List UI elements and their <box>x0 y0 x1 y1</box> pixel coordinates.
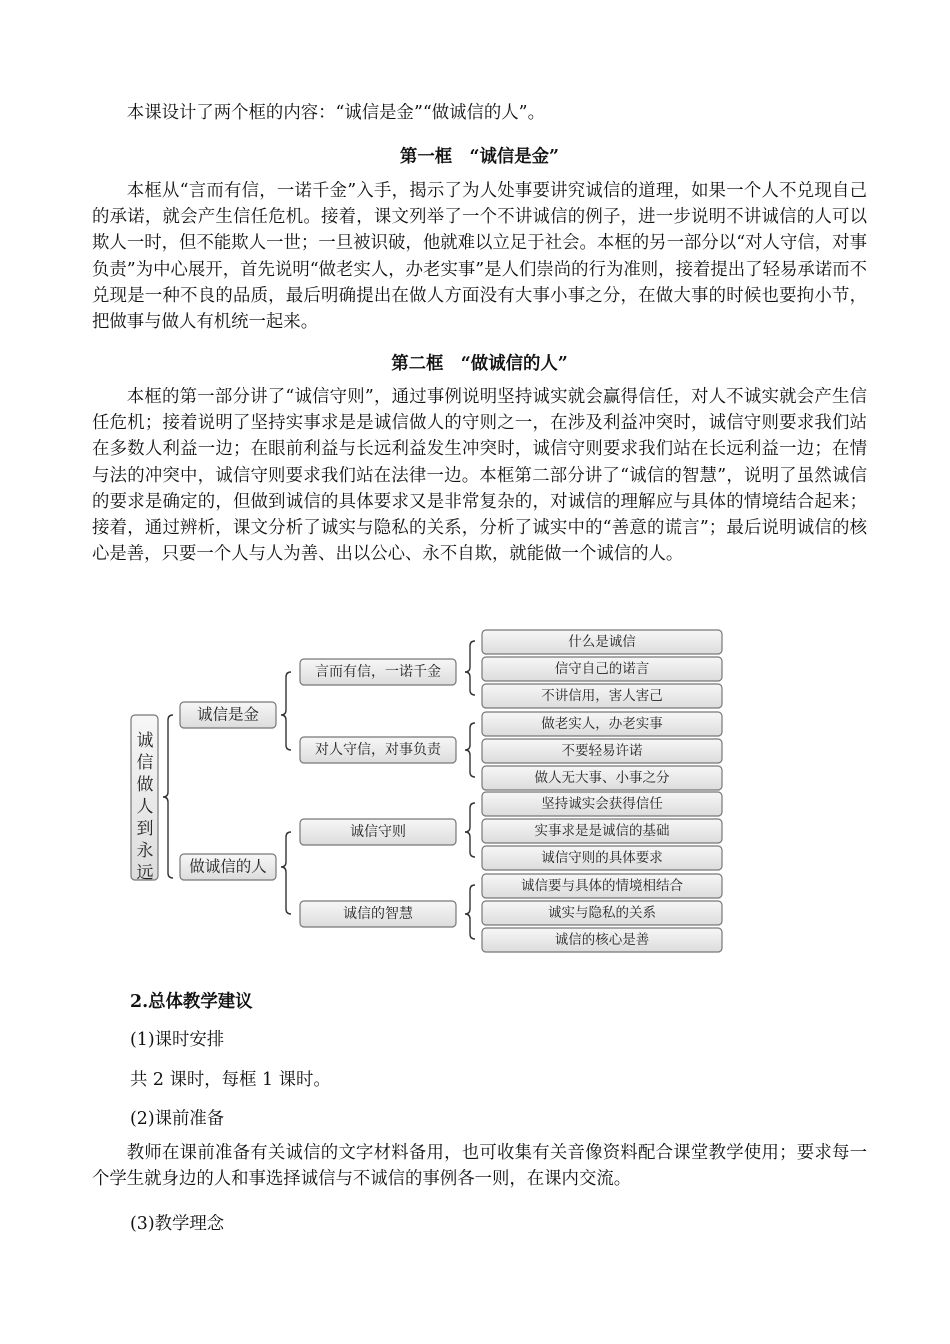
item2-title: (2)课前准备 <box>130 1109 225 1129</box>
branch-brace-1 <box>281 832 291 914</box>
item1-body: 共 2 课时，每框 1 课时。 <box>130 1070 331 1090</box>
leaf-label-1-1-1: 诚实与隐私的关系 <box>548 905 656 921</box>
item2-body: 教师在课前准备有关诚信的文字材料备用，也可收集有关音像资料配合课堂教学使用；要求每一个学生就身边的人和事选择诚信与不诚信的事例各一则，在课内交流。 <box>92 1143 867 1190</box>
item3-title: (3)教学理念 <box>130 1214 225 1234</box>
leaf-label-1-0-1: 实事求是是诚信的基础 <box>534 823 670 839</box>
leaf-label-1-0-2: 诚信守则的具体要求 <box>541 850 663 866</box>
child-label-1-0: 诚信守则 <box>350 824 406 840</box>
intro-paragraph: 本课设计了两个框的内容：“诚信是金”“做诚信的人”。 <box>126 103 545 123</box>
leaf-label-0-1-0: 做老实人，办老实事 <box>541 716 663 732</box>
leaf-label-0-0-0: 什么是诚信 <box>568 634 636 650</box>
leaf-label-1-1-2: 诚信的核心是善 <box>554 932 650 948</box>
leaf-label-0-0-1: 信守自己的诺言 <box>554 661 650 677</box>
leaf-label-0-1-2: 做人无大事、小事之分 <box>534 770 670 786</box>
leaf-label-1-1-0: 诚信要与具体的情境相结合 <box>521 878 683 894</box>
section1-body: 本框从“言而有信，一诺千金”入手，揭示了为人处事要讲究诚信的道理，如果一个人不兑现自己的承诺，就会产生信任危机。接着，课文列举了一个不讲诚信的例子，进一步说明不讲诚信的人可以欺人一时，但不能欺人一世；一旦被识破，他就难以立足于社会。本框的另一部分以“对人守信，对事负责”为中心展开，首先说明“做老实人，办老实事”是人们崇尚的行为准则，接着提出了轻易承诺而不兑现是一种不良的品质，最后明确提出在做人方面没有大事小事之分，在做大事的时候也要拘小节，把做事与做人有机统一起来。 <box>92 181 867 333</box>
leaf-label-0-0-2: 不讲信用，害人害己 <box>541 688 663 704</box>
leaf-label-0-1-1: 不要轻易许诺 <box>561 743 643 759</box>
section1-heading: 第一框 “诚信是金” <box>399 147 560 167</box>
child-brace-1-0 <box>465 803 475 857</box>
root-brace <box>163 715 173 878</box>
section2-body: 本框的第一部分讲了“诚信守则”，通过事例说明坚持诚实就会赢得信任，对人不诚实就会产生信任危机；接着说明了坚持实事求是是诚信做人的守则之一，在涉及利益冲突时，诚信守则要求我们站在多数人利益一边；在眼前利益与长远利益发生冲突时，诚信守则要求我们站在长远利益一边；在情与法的冲突中，诚信守则要求我们站在法律一边。本框第二部分讲了“诚信的智慧”，说明了虽然诚信的要求是确定的，但做到诚信的具体要求又是非常复杂的，对诚信的理解应与具体的情境结合起来；接着，通过辨析，课文分析了诚实与隐私的关系，分析了诚实中的“善意的谎言”；最后说明诚信的核心是善，只要一个人与人为善、出以公心、永不自欺，就能做一个诚信的人。 <box>92 387 867 565</box>
branch-brace-0 <box>281 672 291 750</box>
branch-label-0: 诚信是金 <box>196 705 260 724</box>
branch-label-1: 做诚信的人 <box>189 857 267 876</box>
concept-map-diagram <box>120 622 740 958</box>
child-brace-0-0 <box>465 641 475 695</box>
child-brace-0-1 <box>465 723 475 777</box>
section2-heading: 第二框 “做诚信的人” <box>391 354 568 374</box>
child-label-0-0: 言而有信，一诺千金 <box>315 664 441 680</box>
child-label-0-1: 对人守信，对事负责 <box>315 742 441 758</box>
suggestions-title: 2.总体教学建议 <box>130 992 253 1012</box>
root-label: 诚信做人到永远 <box>136 731 154 883</box>
child-label-1-1: 诚信的智慧 <box>343 906 413 922</box>
leaf-label-1-0-0: 坚持诚实会获得信任 <box>541 796 663 812</box>
item1-title: (1)课时安排 <box>130 1030 225 1050</box>
child-brace-1-1 <box>465 885 475 939</box>
